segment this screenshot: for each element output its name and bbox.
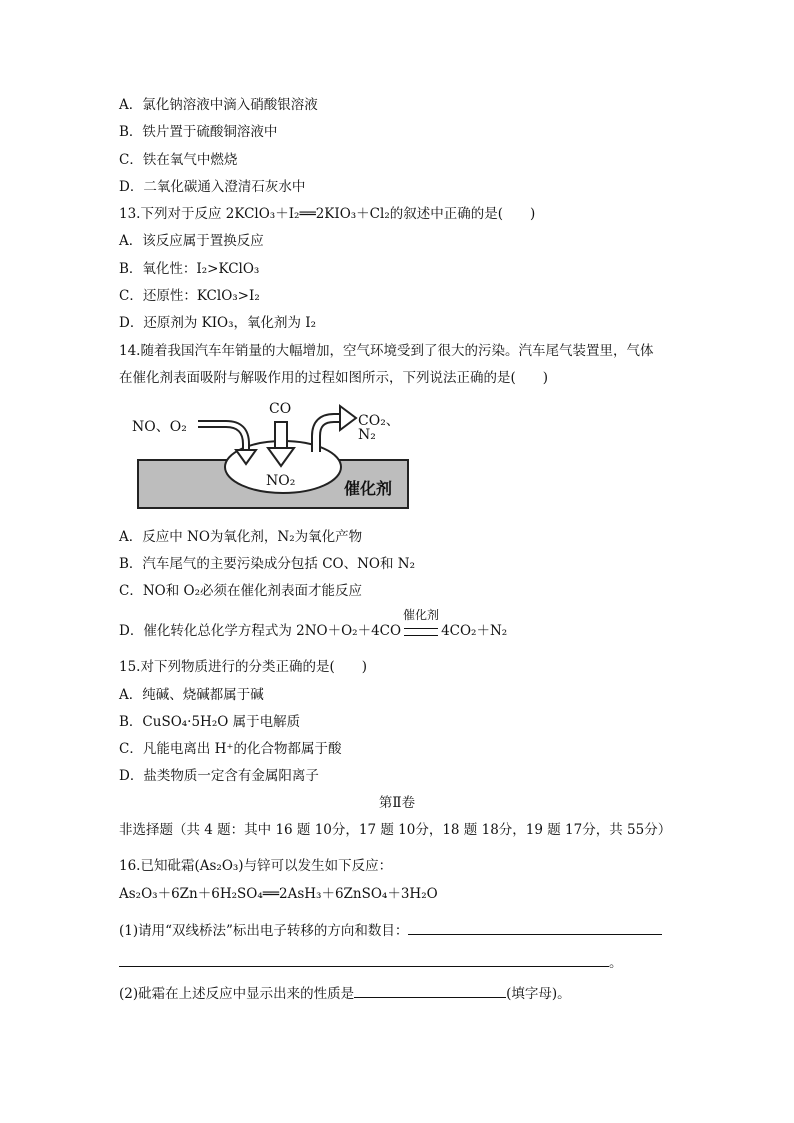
q16-part2-blank[interactable] xyxy=(354,983,506,998)
q16-part1 xyxy=(119,920,662,940)
q15-option-d: D．盐类物质一定含有金属阳离子 xyxy=(119,768,319,784)
q14-stem-line1: 14.随着我国汽车年销量的大幅增加，空气环境受到了很大的污染。汽车尾气装置里，气体 xyxy=(119,343,654,359)
q14-option-d-condition: 催化剂 xyxy=(403,608,440,622)
q15-option-c: C．凡能电离出 H⁺的化合物都属于酸 xyxy=(119,741,342,757)
diagram-label-no2: NO₂ xyxy=(266,473,296,489)
q13-option-a: A．该反应属于置换反应 xyxy=(119,233,264,249)
q16-part1-blank-line2[interactable] xyxy=(119,952,609,967)
equation-arrow-block xyxy=(401,608,441,640)
q15-stem: 15.对下列物质进行的分类正确的是( ) xyxy=(119,659,368,675)
q16-part2 xyxy=(119,983,571,1003)
q14-stem-line2: 在催化剂表面吸附与解吸作用的过程如图所示，下列说法正确的是( ) xyxy=(119,370,549,386)
diagram-label-co: CO xyxy=(269,401,292,417)
q16-stem: 16.已知砒霜(As₂O₃)与锌可以发生如下反应： xyxy=(119,858,393,874)
q13-option-d: D．还原剂为 KIO₃，氧化剂为 I₂ xyxy=(119,315,317,331)
catalyst-diagram xyxy=(128,400,412,512)
q12-option-d: D．二氧化碳通入澄清石灰水中 xyxy=(119,179,306,195)
q16-part1-text: (1)请用“双线桥法”标出电子转移的方向和数目： xyxy=(119,923,409,939)
q13-option-b: B．氧化性：I₂>KClO₃ xyxy=(119,261,260,277)
q13-option-c: C．还原性：KClO₃>I₂ xyxy=(119,288,260,304)
q14-option-d xyxy=(119,608,508,640)
q13-stem: 13.下列对于反应 2KClO₃＋I₂══2KIO₃＋Cl₂的叙述中正确的是( ) xyxy=(119,206,536,222)
q14-option-b: B．汽车尾气的主要污染成分包括 CO、NO和 N₂ xyxy=(119,556,416,572)
equation-sign xyxy=(404,628,438,636)
diagram-label-inflow: NO、O₂ xyxy=(132,419,187,435)
section-title: 第Ⅱ卷 xyxy=(378,795,416,811)
q16-equation: As₂O₃＋6Zn＋6H₂SO₄══2AsH₃＋6ZnSO₄＋3H₂O xyxy=(119,886,438,902)
q12-option-b: B．铁片置于硫酸铜溶液中 xyxy=(119,124,278,140)
q14-option-a: A．反应中 NO为氧化剂，N₂为氧化产物 xyxy=(119,529,363,545)
diagram-label-catalyst: 催化剂 xyxy=(344,479,393,498)
q15-option-b: B．CuSO₄·5H₂O 属于电解质 xyxy=(119,714,301,730)
q16-part2-suffix: (填字母)。 xyxy=(506,986,571,1002)
q16-part1-end: 。 xyxy=(609,955,623,971)
q16-part1-blank[interactable] xyxy=(408,920,662,935)
q14-option-d-suffix: 4CO₂＋N₂ xyxy=(441,623,508,639)
diagram-label-outflow: CO₂、N₂ xyxy=(358,413,400,443)
q14-option-c: C．NO和 O₂必须在催化剂表面才能反应 xyxy=(119,583,362,599)
q12-option-a: A．氯化钠溶液中滴入硝酸银溶液 xyxy=(119,97,318,113)
q14-option-d-prefix: D．催化转化总化学方程式为 2NO＋O₂＋4CO xyxy=(119,623,402,639)
q12-option-c: C．铁在氧气中燃烧 xyxy=(119,152,238,168)
q16-part1-continuation xyxy=(119,952,623,972)
co-arrow xyxy=(275,422,287,448)
q15-option-a: A．纯碱、烧碱都属于碱 xyxy=(119,687,264,703)
q16-part2-prefix: (2)砒霜在上述反应中显示出来的性质是 xyxy=(119,986,355,1002)
section-note: 非选择题（共 4 题：其中 16 题 10分，17 题 10分，18 题 18分，19 题 17分，共 55分） xyxy=(119,822,672,838)
